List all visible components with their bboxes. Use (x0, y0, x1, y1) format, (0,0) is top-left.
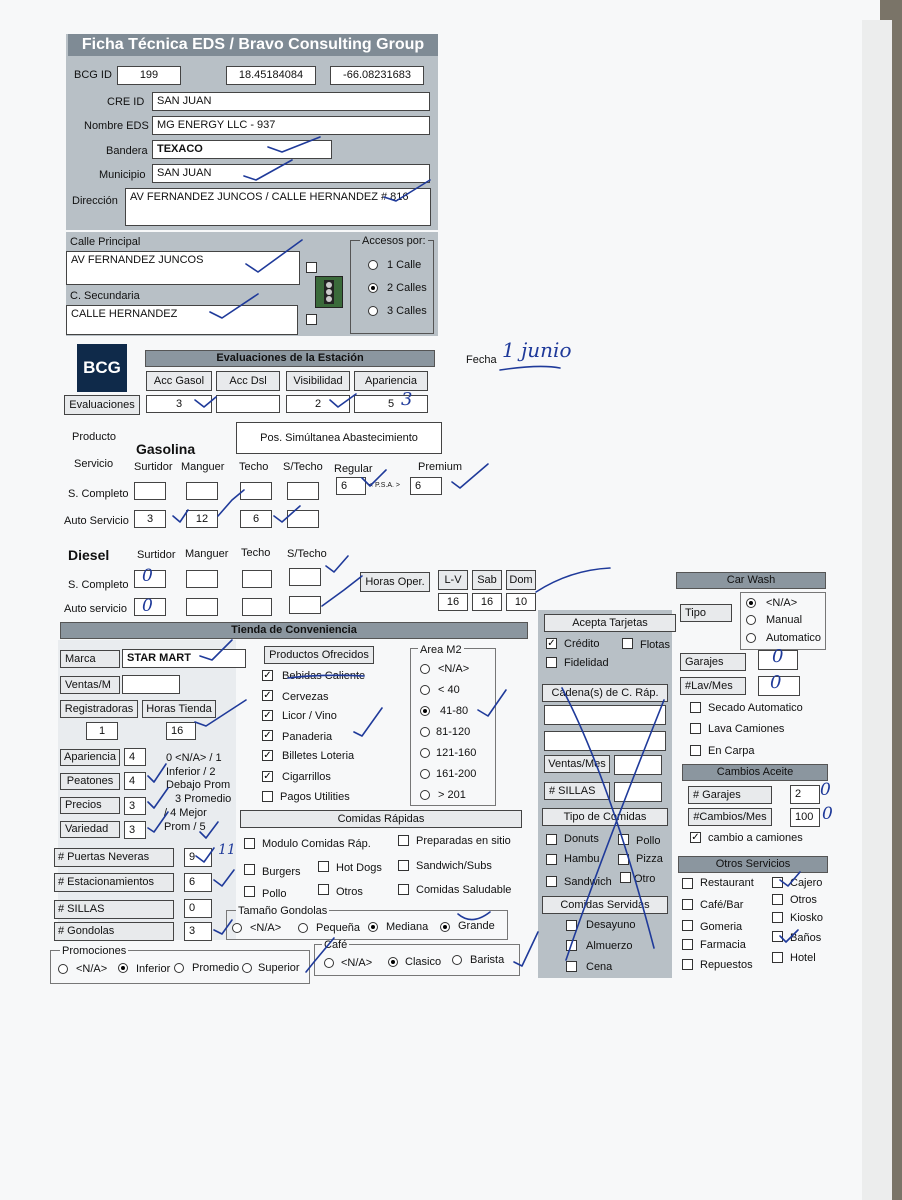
bcg-logo: BCG (77, 344, 127, 392)
otros-header: Otros Servicios (678, 856, 828, 873)
producto-label: Producto (72, 431, 117, 443)
carwash-option-1: Manual (766, 614, 803, 626)
cafe-option-2: Barista (470, 954, 505, 966)
scale-line-4: 3 Promedio (175, 793, 232, 805)
eval-row-label: Evaluaciones (64, 395, 140, 415)
marca-label: Marca (60, 650, 120, 668)
gas-col-manguer: Manguer (181, 461, 225, 473)
cafe-label: Café (324, 939, 348, 951)
producto-label-5: Cigarrillos (282, 771, 331, 783)
scale-line-2: Inferior / 2 (166, 766, 216, 778)
horas-dom-field[interactable]: 10 (506, 593, 536, 611)
horas-tienda-field[interactable]: 16 (166, 722, 196, 740)
eval-col-visibilidad: Visibilidad (286, 371, 350, 391)
c-sillas-label: # SILLAS (544, 782, 610, 800)
producto-label-0: Bebidas Caliente (282, 670, 366, 682)
horas-oper-label: Horas Oper. (360, 572, 430, 592)
tipo-label-3: Pizza (636, 853, 663, 865)
gondolas-field[interactable]: 3 (184, 922, 212, 941)
municipio-label: Municipio (99, 169, 146, 181)
bandera-label: Bandera (106, 145, 148, 157)
estacionamientos-label: # Estacionamientos (54, 873, 174, 892)
calle-principal-field[interactable]: AV FERNANDEZ JUNCOS (66, 251, 300, 285)
ventas-mes-label: Ventas/Mes (544, 755, 610, 773)
producto-checkbox-2[interactable]: ✓ (263, 710, 272, 721)
accesos-option-1: 1 Calle (387, 259, 422, 271)
direccion-label: Dirección (72, 195, 118, 207)
servida-label-2: Cena (586, 961, 613, 973)
horas-sab-field[interactable]: 16 (472, 593, 502, 611)
carwash-option-0: <N/A> (766, 597, 798, 609)
cambio-camiones-checkbox[interactable]: ✓ (691, 832, 700, 843)
comida-label-7: Comidas Saludable (416, 884, 512, 896)
ventas-m-label: Ventas/M (60, 676, 120, 694)
horas-tienda-label: Horas Tienda (142, 700, 216, 718)
gondolas-option-3: Grande (458, 920, 495, 932)
gondolas-option-0: <N/A> (250, 922, 282, 934)
otros-left-label-2: Gomeria (700, 921, 743, 933)
flotas-label: Flotas (640, 639, 670, 651)
otros-right-label-1: Otros (790, 894, 817, 906)
bandera-field[interactable]: TEXACO (152, 140, 332, 159)
tipo-comidas-header: Tipo de Comidas (542, 808, 668, 826)
precios-field[interactable]: 3 (124, 797, 146, 815)
area-label: Area M2 (420, 644, 462, 656)
diesel-title: Diesel (68, 547, 110, 563)
otros-left-label-1: Café/Bar (700, 899, 744, 911)
promo-option-3: Superior (258, 962, 300, 974)
promociones-label: Promociones (62, 945, 127, 957)
tipo-label-0: Donuts (564, 833, 599, 845)
puertas-neveras-label: # Puertas Neveras (54, 848, 174, 867)
apariencia-label: Apariencia (60, 749, 120, 766)
calle-principal-label: Calle Principal (70, 236, 141, 248)
area-option-5: 161-200 (436, 768, 477, 780)
aceite-garajes-hand: 0 (820, 780, 831, 800)
otros-left-label-3: Farmacia (700, 939, 746, 951)
horas-lv-field[interactable]: 16 (438, 593, 468, 611)
aceite-cambios-hand: 0 (822, 804, 833, 824)
cadena-header: Cadena(s) de C. Ráp. (542, 684, 668, 702)
producto-label-1: Cervezas (282, 691, 329, 703)
municipio-field[interactable]: SAN JUAN (152, 164, 430, 183)
comida-label-0: Modulo Comidas Ráp. (262, 838, 371, 850)
nombre-eds-label: Nombre EDS (84, 120, 149, 132)
gondolas-option-2: Mediana (386, 921, 429, 933)
gondolas-label: # Gondolas (54, 922, 174, 941)
garajes-label: Garajes (680, 653, 746, 671)
aceite-header: Cambios Aceite (682, 764, 828, 781)
area-option-2: 41-80 (440, 705, 469, 717)
aceite-garajes-label: # Garajes (688, 786, 772, 804)
variedad-label: Variedad (60, 821, 120, 838)
comida-label-1: Preparadas en sitio (416, 835, 511, 847)
horas-col-sab: Sab (472, 570, 502, 590)
dsl-col-techo: Techo (241, 547, 271, 559)
direccion-field[interactable]: AV FERNANDEZ JUNCOS / CALLE HERNANDEZ # 816 (125, 188, 431, 226)
gas-s-completo-label: S. Completo (68, 488, 129, 500)
tipo-label-1: Pollo (636, 835, 661, 847)
area-option-3: 81-120 (436, 726, 471, 738)
producto-checkbox-1[interactable]: ✓ (263, 690, 272, 701)
tipo-label-5: Otro (634, 873, 656, 885)
apariencia-field[interactable]: 4 (124, 748, 146, 766)
carwash-opt-label-2: En Carpa (708, 745, 755, 757)
producto-label-6: Pagos Utilities (280, 791, 350, 803)
dsl-sc-hand: 0 (142, 566, 153, 586)
carwash-opt-label-0: Secado Automatico (708, 702, 803, 714)
form-title: Ficha Técnica EDS / Bravo Consulting Group (68, 34, 438, 56)
horas-col-dom: Dom (506, 570, 536, 590)
cre-id-field[interactable]: SAN JUAN (152, 92, 430, 111)
accesos-label: Accesos por: (362, 235, 426, 247)
sillas-label: # SILLAS (54, 900, 174, 919)
nombre-eds-field[interactable]: MG ENERGY LLC - 937 (152, 116, 430, 135)
bcg-id-label: BCG ID (74, 69, 112, 81)
cafe-option-1: Clasico (405, 956, 442, 968)
lav-mes-label: #Lav/Mes (680, 677, 746, 695)
peatones-field[interactable]: 4 (124, 772, 146, 790)
dsl-col-stecho: S/Techo (287, 548, 327, 560)
producto-checkbox-3[interactable]: ✓ (263, 730, 272, 741)
comida-label-3: Hot Dogs (336, 862, 382, 874)
producto-checkbox-4[interactable]: ✓ (263, 750, 272, 761)
otros-left-label-0: Restaurant (700, 877, 754, 889)
gas-col-techo: Techo (239, 461, 269, 473)
accesos-option-2: 2 Calles (387, 282, 427, 294)
comida-label-2: Burgers (262, 866, 301, 878)
aceite-cambios-field[interactable]: 100 (790, 808, 820, 827)
carwash-opt-label-1: Lava Camiones (708, 723, 785, 735)
producto-label-4: Billetes Loteria (282, 750, 355, 762)
eval-col-apariencia: Apariencia (354, 371, 428, 391)
eval-col-acc-gasol: Acc Gasol (146, 371, 212, 391)
carwash-header: Car Wash (676, 572, 826, 589)
regular-field[interactable]: 6 (336, 477, 366, 495)
cre-id-label: CRE ID (107, 96, 145, 108)
registradoras-field[interactable]: 1 (86, 722, 118, 740)
tipo-label-4: Sandwich (564, 876, 612, 888)
gas-col-surtidor: Surtidor (134, 461, 173, 473)
eval-header: Evaluaciones de la Estación (145, 350, 435, 367)
horas-col-lv: L-V (438, 570, 468, 590)
registradoras-label: Registradoras (60, 700, 138, 718)
gasolina-title: Gasolina (136, 441, 196, 457)
gas-as-techo[interactable]: 6 (240, 510, 272, 528)
calle-secundaria-label: C. Secundaria (70, 290, 140, 302)
tipo-label-2: Hambu. (564, 853, 603, 865)
dsl-auto-label: Auto servicio (64, 603, 127, 615)
premium-label: Premium (418, 461, 463, 473)
dsl-s-completo-label: S. Completo (68, 579, 129, 591)
eval-col-acc-dsl: Acc Dsl (216, 371, 280, 391)
area-option-4: 121-160 (436, 747, 477, 759)
regular-label: Regular (334, 463, 373, 475)
fecha-handwritten: 1 junio (502, 338, 572, 362)
estacionamientos-field[interactable]: 6 (184, 873, 212, 892)
eval-apariencia-field[interactable]: 5 (354, 395, 428, 413)
gas-auto-label: Auto Servicio (64, 515, 129, 527)
servida-label-1: Almuerzo (586, 940, 633, 952)
promo-option-0: <N/A> (76, 963, 108, 975)
cambio-camiones-label: cambio a camiones (708, 832, 803, 844)
psa-label: < P.S.A. > (369, 482, 401, 489)
eval-acc-gasol-field[interactable]: 3 (146, 395, 212, 413)
producto-checkbox-5[interactable]: ✓ (263, 771, 272, 782)
dsl-as-hand: 0 (142, 596, 153, 616)
puertas-hand: 11 (218, 842, 236, 858)
sillas-field[interactable]: 0 (184, 899, 212, 918)
producto-checkbox-0[interactable]: ✓ (263, 670, 272, 681)
latitude-field[interactable]: 18.45184084 (226, 66, 316, 85)
eval-visibilidad-field[interactable]: 2 (286, 395, 350, 413)
area-option-1: < 40 (438, 684, 460, 696)
scale-line-1: 0 <N/A> / 1 (166, 752, 222, 764)
gondolas-size-label: Tamaño Gondolas (238, 905, 328, 917)
scale-line-5: / 4 Mejor (164, 807, 207, 819)
lav-mes-hand: 0 (770, 672, 782, 693)
gas-as-surtidor[interactable]: 3 (134, 510, 166, 528)
productos-header: Productos Ofrecidos (264, 646, 374, 664)
servicio-label: Servicio (74, 458, 114, 470)
tarjetas-header: Acepta Tarjetas (544, 614, 676, 632)
comida-label-5: Pollo (262, 888, 287, 900)
cafe-option-0: <N/A> (341, 957, 373, 969)
dsl-col-surtidor: Surtidor (137, 549, 176, 561)
promo-option-2: Promedio (192, 962, 240, 974)
puertas-neveras-field[interactable]: 9 (184, 848, 212, 867)
credito-label: Crédito (564, 638, 600, 650)
peatones-label: Peatones (60, 773, 120, 790)
otros-right-label-0: Cajero (790, 877, 823, 889)
variedad-field[interactable]: 3 (124, 821, 146, 839)
fecha-label: Fecha (466, 354, 497, 366)
promo-option-1: Inferior (136, 963, 171, 975)
otros-right-label-3: Baños (790, 932, 822, 944)
aceite-cambios-label: #Cambios/Mes (688, 808, 772, 826)
aceite-garajes-field[interactable]: 2 (790, 785, 820, 804)
comida-label-4: Sandwich/Subs (416, 860, 492, 872)
garajes-hand: 0 (772, 646, 784, 667)
carwash-tipo-label: Tipo (680, 604, 732, 622)
accesos-option-3: 3 Calles (387, 305, 427, 317)
pos-simultanea-label: Pos. Simúltanea Abastecimiento (236, 422, 442, 454)
comidas-rapidas-header: Comidas Rápidas (240, 810, 522, 828)
otros-left-label-4: Repuestos (700, 959, 753, 971)
gondolas-option-1: Pequeña (316, 922, 361, 934)
dsl-col-manguer: Manguer (185, 548, 229, 560)
servida-label-0: Desayuno (586, 919, 636, 931)
area-option-0: <N/A> (438, 663, 470, 675)
otros-right-label-2: Kiosko (790, 912, 824, 924)
apariencia-handwritten: 3 (401, 389, 413, 410)
producto-label-3: Panaderia (282, 731, 333, 743)
scale-line-6: Prom / 5 (164, 821, 206, 833)
marca-field[interactable]: STAR MART (122, 649, 246, 668)
credito-checkbox[interactable]: ✓ (547, 638, 556, 649)
servidas-header: Comidas Servidas (542, 896, 668, 914)
area-option-6: > 201 (438, 789, 466, 801)
bcg-id-field[interactable]: 199 (117, 66, 181, 85)
producto-label-2: Licor / Vino (282, 710, 337, 722)
fidelidad-label: Fidelidad (564, 657, 609, 669)
otros-right-label-4: Hotel (790, 952, 816, 964)
carwash-option-2: Automatico (766, 632, 822, 644)
gas-as-manguer[interactable]: 12 (186, 510, 218, 528)
tienda-header: Tienda de Conveniencia (60, 622, 528, 639)
premium-field[interactable]: 6 (410, 477, 442, 495)
comida-label-6: Otros (336, 886, 363, 898)
scale-line-3: Debajo Prom (166, 779, 231, 791)
calle-secundaria-field[interactable]: CALLE HERNANDEZ (66, 305, 298, 335)
gas-col-stecho: S/Techo (283, 461, 323, 473)
precios-label: Precios (60, 797, 120, 814)
longitude-field[interactable]: -66.08231683 (330, 66, 424, 85)
